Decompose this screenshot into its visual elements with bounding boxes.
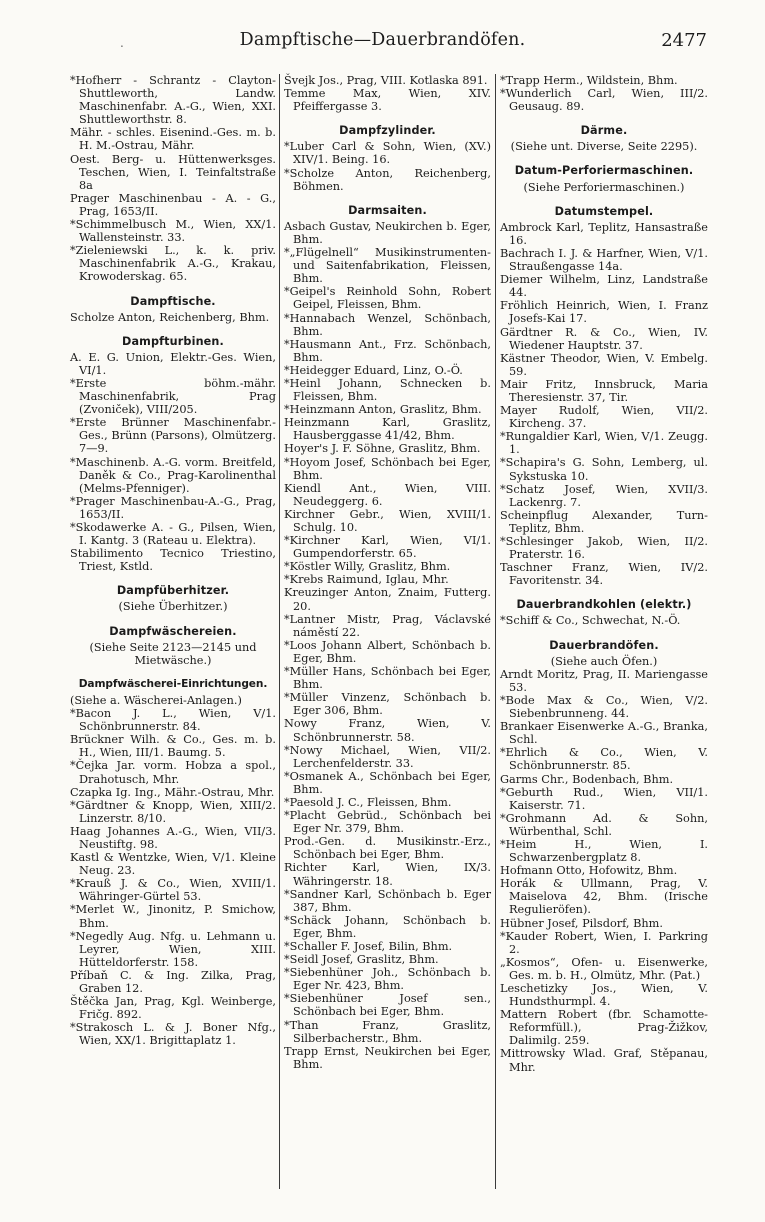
column-divider	[279, 74, 280, 1189]
directory-entry: Nowy Franz, Wien, V. Schönbrunnerstr. 58.	[284, 717, 491, 744]
directory-entry: Gärdtner R. & Co., Wien, IV. Wiedener Hauptstr. 37.	[500, 325, 708, 352]
directory-entry: *Lantner Mistr, Prag, Václavské náměstí 22.	[284, 612, 491, 639]
directory-entry: *Prager Maschinenbau-A.-G., Prag, 1653/II.	[70, 494, 276, 521]
directory-entry: Stabilimento Tecnico Triestino, Triest, Kstld.	[70, 547, 276, 574]
directory-entry: Hoyer's J. F. Söhne, Graslitz, Bhm.	[284, 442, 481, 456]
middle-column	[284, 74, 491, 1071]
directory-entry: Ambrock Karl, Teplitz, Hansastraße 16.	[500, 220, 708, 247]
see-also-note: (Siehe auch Öfen.)	[550, 654, 658, 668]
directory-entry: *Kauder Robert, Wien, I. Parkring 2.	[500, 929, 708, 956]
directory-entry: Diemer Wilhelm, Linz, Landstraße 44.	[500, 273, 708, 300]
see-also-note: (Siehe Überhitzer.)	[118, 600, 228, 614]
section-heading: Dampfturbinen.	[122, 334, 224, 348]
section-heading: Dauerbrandöfen.	[549, 638, 659, 652]
directory-entry: *Rungaldier Karl, Wien, V/1. Zeugg. 1.	[500, 430, 708, 457]
directory-entry: *Loos Johann Albert, Schönbach b. Eger, Bhm.	[284, 638, 491, 665]
page-header	[0, 30, 765, 56]
directory-entry: Hofmann Otto, Hofowitz, Bhm.	[500, 864, 678, 878]
section-heading: Dampftische.	[130, 294, 216, 308]
directory-entry: *Kirchner Karl, Wien, VI/1. Gumpendorferstr. 65.	[284, 534, 491, 561]
see-also-note: (Siehe Perforiermaschinen.)	[523, 180, 685, 194]
directory-entry: Fröhlich Heinrich, Wien, I. Franz Josefs-Kai 17.	[500, 299, 708, 326]
directory-entry: Brankaer Eisenwerke A.-G., Branka, Schl.	[500, 720, 708, 747]
directory-entry: *Schapira's G. Sohn, Lemberg, ul. Sykstuska 10.	[500, 456, 708, 483]
directory-entry: *Hausmann Ant., Frz. Schönbach, Bhm.	[284, 337, 491, 364]
directory-entry: *Hannabach Wenzel, Schönbach, Bhm.	[284, 311, 491, 338]
directory-entry: *Paesold J. C., Fleissen, Bhm.	[284, 795, 452, 809]
directory-entry: *Grohmann Ad. & Sohn, Würbenthal, Schl.	[500, 811, 708, 838]
directory-entry: Horák & Ullmann, Prag, V. Maiselova 42, Bhm. (Irische Regulieröfen).	[500, 877, 708, 917]
directory-entry: *Merlet W., Jinonitz, P. Smichow, Bhm.	[70, 903, 276, 930]
directory-entry: *Krauß J. & Co., Wien, XVIII/1. Währinger-Gürtel 53.	[70, 877, 276, 904]
directory-entry: Příbaň C. & Ing. Zilka, Prag, Graben 12.	[70, 968, 276, 995]
directory-entry: Bachrach I. J. & Harfner, Wien, V/1. Straußengasse 14a.	[500, 246, 708, 274]
directory-entry: *Trapp Herm., Wildstein, Bhm.	[500, 74, 678, 87]
directory-entry: Heinzmann Karl, Graslitz, Hausberggasse 41/42, Bhm.	[284, 416, 491, 443]
directory-entry: Kirchner Gebr., Wien, XVIII/1. Schulg. 10.	[284, 507, 491, 534]
section-heading: Datum-Perforiermaschinen.	[514, 164, 694, 178]
directory-entry: *Luber Carl & Sohn, Wien, (XV.) XIV/1. Being. 16.	[284, 140, 491, 167]
directory-entry: *Seidl Josef, Graslitz, Bhm.	[284, 953, 439, 967]
directory-entry: Švejk Jos., Prag, VIII. Kotlaska 891.	[284, 74, 488, 87]
directory-entry: A. E. G. Union, Elektr.-Ges. Wien, VI/1.	[70, 350, 276, 377]
page-title: Dampftische—Dauerbrandöfen.	[239, 30, 526, 50]
column-divider	[495, 74, 496, 1189]
directory-entry: Štěčka Jan, Prag, Kgl. Weinberge, Fričg. 892.	[70, 995, 276, 1022]
directory-entry: *„Flügelnell“ Musikinstrumenten- und Saitenfabrikation, Fleissen, Bhm.	[284, 246, 491, 286]
directory-entry: *Siebenhüner Josef sen., Schönbach bei Eger, Bhm.	[284, 992, 491, 1019]
section-heading: Dampfwäschereien.	[109, 624, 237, 638]
directory-entry: *Than Franz, Graslitz, Silberbacherstr., Bhm.	[284, 1018, 491, 1045]
directory-entry: Richter Karl, Wien, IX/3. Währingerstr. 18.	[284, 861, 491, 888]
see-also-note: (Siehe unt. Diverse, Seite 2295).	[510, 140, 698, 154]
directory-entry: Kreuzinger Anton, Znaim, Futterg. 20.	[284, 586, 491, 613]
directory-entry: Brückner Wilh. & Co., Ges. m. b. H., Wien, III/1. Baumg. 5.	[70, 733, 276, 760]
section-heading: Dampfwäscherei-Einrichtungen.	[78, 677, 268, 690]
directory-entry: (Siehe a. Wäscherei-Anlagen.)	[70, 693, 242, 707]
directory-entry: Trapp Ernst, Neukirchen bei Eger, Bhm.	[284, 1044, 491, 1071]
directory-entry: „Kosmos“, Ofen- u. Eisenwerke, Ges. m. b. H., Olmütz, Mhr. (Pat.)	[500, 955, 708, 982]
directory-entry: *Schimmelbusch M., Wien, XX/1. Wallensteinstr. 33.	[70, 218, 276, 245]
directory-entry: Mittrowsky Wlad. Graf, Stěpanau, Mhr.	[500, 1047, 708, 1074]
directory-entry: *Sandner Karl, Schönbach b. Eger 387, Bhm.	[284, 887, 491, 914]
directory-entry: Garms Chr., Bodenbach, Bhm.	[500, 772, 674, 786]
directory-entry: Czapka Ig. Ing., Mähr.-Ostrau, Mhr.	[70, 785, 275, 799]
directory-entry: Oest. Berg- u. Hüttenwerksges. Teschen, Wien, I. Teinfaltstraße 8a	[70, 152, 276, 192]
directory-entry: *Strakosch L. & J. Boner Nfg., Wien, XX/1. Brigittaplatz 1.	[70, 1021, 276, 1048]
left-column	[70, 74, 276, 1047]
directory-entry: *Zieleniewski L., k. k. priv. Maschinenfabrik A.-G., Krakau, Krowoderskag. 65.	[70, 244, 276, 284]
directory-entry: Mayer Rudolf, Wien, VII/2. Kircheng. 37.	[500, 404, 708, 431]
directory-entry: Temme Max, Wien, XIV. Pfeiffergasse 3.	[284, 87, 491, 114]
directory-entry: *Schäck Johann, Schönbach b. Eger, Bhm.	[284, 913, 491, 940]
directory-entry: *Erste böhm.-mähr. Maschinenfabrik, Prag (Zvoniček), VIII/205.	[70, 376, 276, 417]
directory-entry: Mähr. - schles. Eisenind.-Ges. m. b. H. M.-Ostrau, Mähr.	[70, 126, 276, 153]
stray-mark: .	[120, 36, 124, 50]
directory-entry: *Köstler Willy, Graslitz, Bhm.	[284, 560, 451, 574]
directory-entry: *Wunderlich Carl, Wien, III/2. Geusaug. 89.	[500, 87, 708, 114]
directory-entry: Hübner Josef, Pilsdorf, Bhm.	[500, 916, 663, 930]
directory-entry: *Hofherr - Schrantz - Clayton-Shuttleworth, Landw. Maschinenfabr. A.-G., Wien, XXI. Shuttleworthstr. 8.	[70, 74, 276, 127]
directory-entry: Leschetizky Jos., Wien, V. Hundsthurmpl. 4.	[500, 982, 708, 1009]
section-heading: Därme.	[580, 124, 628, 138]
directory-entry: *Bacon J. L., Wien, V/1. Schönbrunnerstr. 84.	[70, 707, 276, 734]
directory-entry: *Krebs Raimund, Iglau, Mhr.	[284, 573, 449, 587]
directory-entry: Asbach Gustav, Neukirchen b. Eger, Bhm.	[284, 219, 491, 246]
directory-entry: *Geburth Rud., Wien, VII/1. Kaiserstr. 71.	[500, 785, 708, 812]
directory-entry: Prod.-Gen. d. Musikinstr.-Erz., Schönbach bei Eger, Bhm.	[284, 835, 491, 862]
directory-entry: *Müller Hans, Schönbach bei Eger, Bhm.	[284, 665, 491, 692]
directory-entry: *Hoyom Josef, Schönbach bei Eger, Bhm.	[284, 455, 491, 482]
section-heading: Dampfzylinder.	[339, 124, 436, 138]
directory-entry: Kiendl Ant., Wien, VIII. Neudeggerg. 6.	[284, 481, 491, 508]
directory-entry: Taschner Franz, Wien, IV/2. Favoritenstr. 34.	[500, 561, 708, 588]
directory-entry: *Maschinenb. A.-G. vorm. Breitfeld, Daněk & Co., Prag-Karolinenthal (Melms-Pfenniger).	[70, 455, 276, 495]
directory-entry: *Erste Brünner Maschinenfabr.-Ges., Brünn (Parsons), Olmützerg. 7—9.	[70, 416, 276, 456]
right-column	[500, 74, 708, 1074]
directory-entry: Mair Fritz, Innsbruck, Maria Theresienstr. 37, Tir.	[500, 377, 708, 404]
directory-entry: *Nowy Michael, Wien, VII/2. Lerchenfelderstr. 33.	[284, 743, 491, 770]
directory-entry: *Gärdtner & Knopp, Wien, XIII/2. Linzerstr. 8/10.	[70, 798, 276, 825]
directory-entry: *Schaller F. Josef, Bilin, Bhm.	[284, 940, 453, 953]
page-number: 2477	[661, 30, 707, 51]
directory-entry: *Siebenhüner Joh., Schönbach b. Eger Nr. 423, Bhm.	[284, 966, 491, 993]
directory-entry: *Bode Max & Co., Wien, V/2. Siebenbrunneng. 44.	[500, 693, 708, 721]
directory-entry: *Geipel's Reinhold Sohn, Robert Geipel, Fleissen, Bhm.	[284, 285, 491, 312]
directory-entry: Haag Johannes A.-G., Wien, VII/3. Neustiftg. 98.	[70, 824, 276, 851]
directory-entry: *Schlesinger Jakob, Wien, II/2. Praterstr. 16.	[500, 535, 708, 562]
section-heading: Datumstempel.	[554, 204, 654, 218]
directory-entry: *Skodawerke A. - G., Pilsen, Wien, I. Kantg. 3 (Rateau u. Elektra).	[70, 521, 276, 548]
directory-entry: Scheinpflug Alexander, Turn-Teplitz, Bhm.	[500, 508, 708, 535]
directory-entry: *Ehrlich & Co., Wien, V. Schönbrunnerstr. 85.	[500, 746, 708, 773]
directory-entry: Kästner Theodor, Wien, V. Embelg. 59.	[500, 351, 708, 378]
see-also-note: (Siehe Seite 2123—2145 und Mietwäsche.)	[89, 640, 257, 667]
directory-entry: Kastl & Wentzke, Wien, V/1. Kleine Neug. 23.	[70, 851, 276, 878]
directory-entry: *Placht Gebrüd., Schönbach bei Eger Nr. 379, Bhm.	[284, 809, 491, 836]
directory-entry: *Schiff & Co., Schwechat, N.-Ö.	[500, 614, 681, 628]
directory-entry: Arndt Moritz, Prag, II. Mariengasse 53.	[500, 667, 708, 694]
directory-entry: *Müller Vinzenz, Schönbach b. Eger 306, Bhm.	[284, 691, 491, 718]
directory-entry: *Heim H., Wien, I. Schwarzenbergplatz 8.	[500, 837, 708, 865]
section-heading: Dauerbrandkohlen (elektr.)	[516, 598, 692, 612]
directory-entry: *Osmanek A., Schönbach bei Eger, Bhm.	[284, 769, 491, 796]
directory-entry: *Schatz Josef, Wien, XVII/3. Lackenrg. 7.	[500, 482, 708, 509]
directory-entry: Prager Maschinenbau - A. - G., Prag, 1653/II.	[70, 191, 276, 218]
directory-entry: Scholze Anton, Reichenberg, Bhm.	[70, 310, 270, 324]
directory-entry: *Negedly Aug. Nfg. u. Lehmann u. Leyrer, Wien, XIII. Hütteldorferstr. 158.	[70, 929, 276, 969]
directory-entry: Mattern Robert (fbr. Schamotte-Reformfüll.), Prag-Žižkov, Dalimilg. 259.	[500, 1008, 708, 1048]
directory-entry: *Heinzmann Anton, Graslitz, Bhm.	[284, 403, 482, 417]
directory-entry: *Čejka Jar. vorm. Hobza a spol., Drahotusch, Mhr.	[70, 759, 276, 786]
directory-entry: *Heidegger Eduard, Linz, O.-Ö.	[284, 363, 463, 377]
directory-entry: *Scholze Anton, Reichenberg, Böhmen.	[284, 166, 491, 193]
section-heading: Dampfüberhitzer.	[116, 584, 230, 598]
section-heading: Darmsaiten.	[348, 203, 427, 217]
directory-entry: *Heinl Johann, Schnecken b. Fleissen, Bhm.	[284, 376, 491, 404]
